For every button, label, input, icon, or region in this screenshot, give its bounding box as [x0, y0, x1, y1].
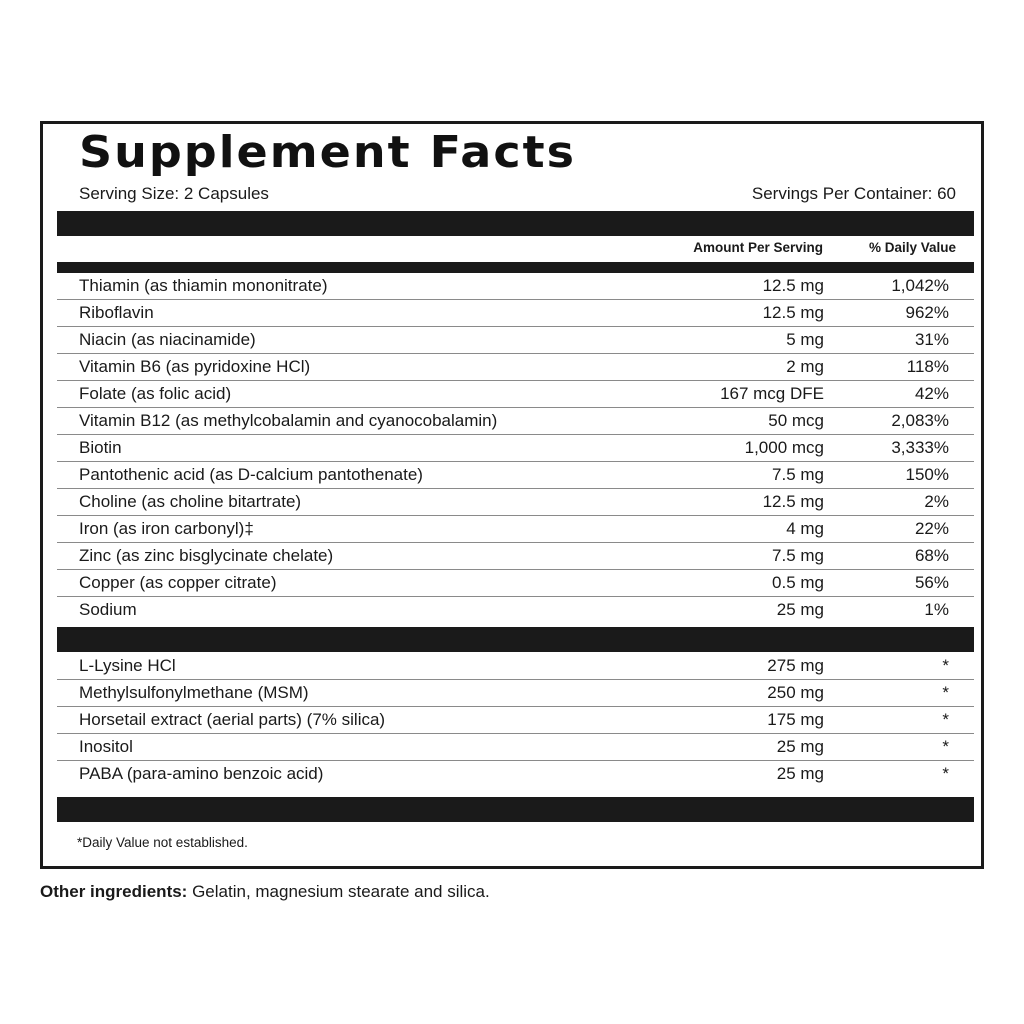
other-nutrient-list [57, 653, 974, 787]
nutrient-amount: 25 mg [776, 764, 824, 783]
nutrient-name: Sodium [79, 600, 137, 619]
nutrient-name: Pantothenic acid (as D-calcium pantothenate) [79, 465, 423, 484]
nutrient-amount: 12.5 mg [762, 303, 824, 322]
nutrient-daily-value: 22% [914, 519, 949, 538]
nutrient-daily-value: * [942, 737, 949, 756]
nutrient-daily-value: 68% [914, 546, 949, 565]
nutrient-name: Zinc (as zinc bisglycinate chelate) [79, 546, 334, 565]
nutrient-name: Niacin (as niacinamide) [79, 330, 256, 349]
table-row [57, 435, 974, 462]
nutrient-daily-value: 31% [914, 330, 949, 349]
nutrient-name: Biotin [79, 438, 122, 457]
nutrient-daily-value: * [942, 764, 949, 783]
footnote: *Daily Value not established. [77, 835, 248, 850]
nutrient-amount: 7.5 mg [772, 546, 824, 565]
table-row [57, 653, 974, 680]
nutrient-name: Inositol [79, 737, 133, 756]
nutrient-name: Thiamin (as thiamin mononitrate) [79, 276, 328, 295]
nutrient-amount: 12.5 mg [762, 492, 824, 511]
nutrient-daily-value: 42% [914, 384, 949, 403]
nutrient-amount: 25 mg [776, 600, 824, 619]
nutrient-amount: 2 mg [786, 357, 824, 376]
table-row [57, 327, 974, 354]
table-row [57, 543, 974, 570]
nutrient-amount: 175 mg [767, 710, 824, 729]
nutrient-amount: 167 mcg DFE [720, 384, 824, 403]
table-row [57, 516, 974, 543]
divider-header [57, 262, 974, 273]
nutrient-name: Folate (as folic acid) [79, 384, 232, 403]
nutrient-daily-value: 2,083% [891, 411, 949, 430]
nutrient-amount: 1,000 mcg [744, 438, 824, 457]
nutrient-name: Horsetail extract (aerial parts) (7% silica) [79, 710, 386, 729]
nutrient-daily-value: 56% [914, 573, 949, 592]
nutrient-amount: 50 mcg [768, 411, 824, 430]
other-ingredients-text: Gelatin, magnesium stearate and silica. [187, 882, 490, 901]
nutrient-amount: 25 mg [776, 737, 824, 756]
nutrient-daily-value: * [942, 683, 949, 702]
table-row [57, 462, 974, 489]
table-row [57, 570, 974, 597]
serving-size: Serving Size: 2 Capsules [79, 184, 269, 203]
table-row [57, 489, 974, 516]
nutrient-amount: 275 mg [767, 656, 824, 675]
nutrient-daily-value: * [942, 710, 949, 729]
table-row [57, 734, 974, 761]
nutrient-daily-value: 1% [924, 600, 949, 619]
nutrient-daily-value: 1,042% [891, 276, 949, 295]
nutrient-amount: 0.5 mg [772, 573, 824, 592]
table-row [57, 761, 974, 787]
nutrient-name: Choline (as choline bitartrate) [79, 492, 302, 511]
nutrient-amount: 250 mg [767, 683, 824, 702]
thick-divider-top [57, 211, 974, 236]
nutrient-daily-value: 962% [905, 303, 949, 322]
nutrient-name: Methylsulfonylmethane (MSM) [79, 683, 309, 702]
nutrient-daily-value: 3,333% [891, 438, 949, 457]
nutrient-daily-value: 150% [905, 465, 949, 484]
nutrient-name: Iron (as iron carbonyl)‡ [79, 519, 254, 538]
table-row [57, 408, 974, 435]
divider-bottom [57, 797, 974, 822]
nutrient-name: Copper (as copper citrate) [79, 573, 277, 592]
column-header-daily-value: % Daily Value [868, 240, 956, 255]
nutrient-name: Vitamin B6 (as pyridoxine HCl) [79, 357, 311, 376]
table-row [57, 707, 974, 734]
panel-title: Supplement Facts [79, 126, 576, 178]
supplement-facts-panel [40, 121, 984, 869]
nutrient-amount: 5 mg [786, 330, 824, 349]
nutrient-name: PABA (para-amino benzoic acid) [79, 764, 324, 783]
nutrient-amount: 4 mg [786, 519, 824, 538]
nutrient-name: Vitamin B12 (as methylcobalamin and cyanocobalamin) [79, 411, 498, 430]
table-row [57, 597, 974, 623]
nutrient-daily-value: 2% [924, 492, 949, 511]
nutrient-daily-value: * [942, 656, 949, 675]
table-row [57, 273, 974, 300]
table-row [57, 680, 974, 707]
column-header-amount: Amount Per Serving [693, 240, 823, 255]
nutrient-amount: 7.5 mg [772, 465, 824, 484]
nutrient-list [57, 273, 974, 623]
servings-per-container: Servings Per Container: 60 [751, 184, 956, 203]
nutrient-name: Riboflavin [79, 303, 154, 322]
nutrient-name: L-Lysine HCl [79, 656, 176, 675]
table-row [57, 381, 974, 408]
table-row [57, 300, 974, 327]
other-ingredients [40, 882, 490, 902]
table-row [57, 354, 974, 381]
nutrient-daily-value: 118% [906, 357, 949, 376]
nutrient-amount: 12.5 mg [762, 276, 824, 295]
other-ingredients-label: Other ingredients: [40, 882, 188, 901]
divider-middle [57, 627, 974, 652]
